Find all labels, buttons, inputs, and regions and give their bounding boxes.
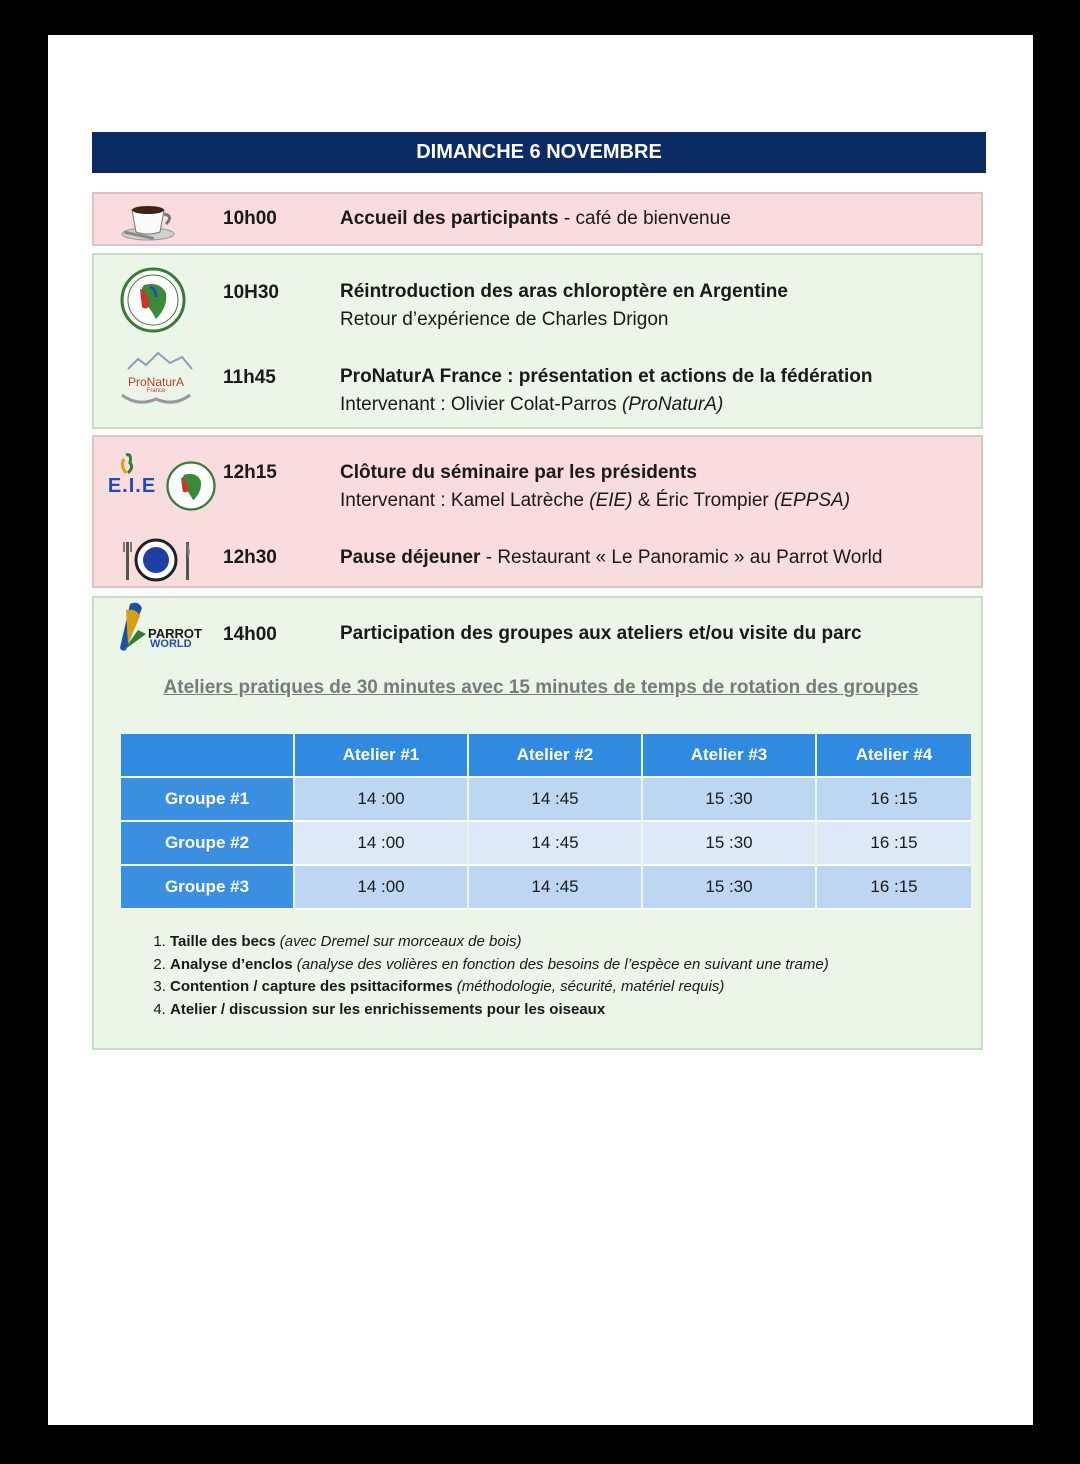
event-title: ProNaturA France : présentation et actions de la fédération	[340, 366, 873, 387]
time-cell: 16 :15	[817, 866, 971, 910]
time-cell: 14 :45	[469, 866, 641, 910]
eppsa-logo-icon	[120, 267, 186, 338]
time-cell: 14 :00	[295, 778, 467, 822]
group-cell: Groupe #3	[121, 866, 293, 910]
coffee-cup-icon	[120, 196, 180, 247]
event-pronatura	[340, 363, 980, 419]
page	[48, 35, 1033, 1425]
table-row	[121, 866, 971, 910]
group-cell: Groupe #2	[121, 822, 293, 866]
block-welcome	[92, 192, 983, 246]
plate-cutlery-icon	[122, 536, 194, 589]
event-detail: - café de bienvenue	[558, 208, 731, 229]
event-reintroduction	[340, 278, 980, 334]
pronatura-logo-subtext: France	[146, 388, 166, 394]
table-header-atelier-4: Atelier #4	[817, 734, 971, 778]
table-header-atelier-1: Atelier #1	[295, 734, 467, 778]
note-title: Contention / capture des psittaciformes	[170, 978, 453, 995]
block-closing	[92, 435, 983, 588]
workshop-notes-list	[140, 931, 829, 1021]
table-row	[121, 822, 971, 866]
time-cell: 15 :30	[643, 778, 815, 822]
time-12h30: 12h30	[223, 547, 277, 568]
time-cell: 15 :30	[643, 866, 815, 910]
day-title: DIMANCHE 6 NOVEMBRE	[416, 141, 662, 163]
event-detail-org: (EIE)	[589, 490, 633, 511]
time-cell: 14 :45	[469, 822, 641, 866]
table-header-atelier-3: Atelier #3	[643, 734, 815, 778]
note-detail: (analyse des volières en fonction des besoins de l’espèce en suivant une trame)	[292, 955, 829, 973]
event-workshops	[340, 620, 980, 648]
note-detail: (méthodologie, sécurité, matériel requis)	[452, 978, 725, 995]
event-title: Réintroduction des aras chloroptère en Argentine	[340, 281, 788, 302]
time-14h00: 14h00	[223, 624, 277, 645]
parrot-world-logo-text-1: PARROT	[148, 626, 202, 641]
parrot-world-logo	[116, 600, 210, 656]
time-cell: 14 :00	[295, 822, 467, 866]
event-detail-org: (ProNaturA)	[621, 394, 724, 415]
time-cell: 14 :45	[469, 778, 641, 822]
event-title: Clôture du séminaire par les présidents	[340, 462, 697, 483]
time-cell: 15 :30	[643, 822, 815, 866]
pronatura-logo	[114, 349, 198, 409]
list-item	[170, 976, 829, 999]
event-detail: Intervenant : Olivier Colat-Parros	[340, 394, 622, 415]
time-10h30: 10H30	[223, 282, 279, 303]
note-title: Taille des becs	[170, 933, 276, 950]
day-header	[92, 132, 986, 173]
event-detail: & Éric Trompier	[632, 490, 775, 511]
time-10h00: 10h00	[223, 208, 277, 229]
pronatura-logo-text: ProNaturA	[127, 375, 185, 389]
event-detail: Retour d’expérience de Charles Drigon	[340, 309, 669, 330]
event-detail: - Restaurant « Le Panoramic » au Parrot World	[480, 547, 883, 568]
event-lunch	[340, 544, 980, 572]
time-12h15: 12h15	[223, 462, 277, 483]
note-title: Atelier / discussion sur les enrichissements pour les oiseaux	[170, 1000, 606, 1018]
list-item	[170, 931, 829, 954]
list-item	[170, 999, 829, 1022]
event-detail: Intervenant : Kamel Latrèche	[340, 490, 590, 511]
parrot-world-logo-text-2: WORLD	[150, 638, 192, 650]
event-detail-org: (EPPSA)	[774, 490, 851, 511]
block-workshops	[92, 596, 983, 1050]
time-11h45: 11h45	[223, 367, 276, 388]
table-header-atelier-2: Atelier #2	[469, 734, 641, 778]
event-title: Pause déjeuner	[340, 547, 481, 568]
workshops-subtitle: Ateliers pratiques de 30 minutes avec 15 minutes de temps de rotation des groupes	[163, 677, 919, 698]
note-detail: (avec Dremel sur morceaux de bois)	[275, 933, 522, 950]
table-header-row	[121, 734, 971, 778]
group-cell: Groupe #1	[121, 778, 293, 822]
eie-logo-text: E.I.E	[107, 475, 157, 497]
table-row	[121, 778, 971, 822]
event-title: Participation des groupes aux ateliers et/ou visite du parc	[340, 623, 862, 644]
list-item	[170, 954, 829, 977]
workshop-table	[119, 734, 973, 910]
time-cell: 14 :00	[295, 866, 467, 910]
eppsa-logo-small-icon	[166, 461, 216, 516]
event-welcome	[340, 205, 980, 233]
eie-logo	[100, 451, 164, 505]
block-talks	[92, 253, 983, 429]
time-cell: 16 :15	[817, 778, 971, 822]
event-title: Accueil des participants	[340, 208, 559, 229]
event-closing	[340, 459, 980, 515]
note-title: Analyse d’enclos	[170, 955, 293, 973]
time-cell: 16 :15	[817, 822, 971, 866]
table-header-empty	[121, 734, 293, 778]
